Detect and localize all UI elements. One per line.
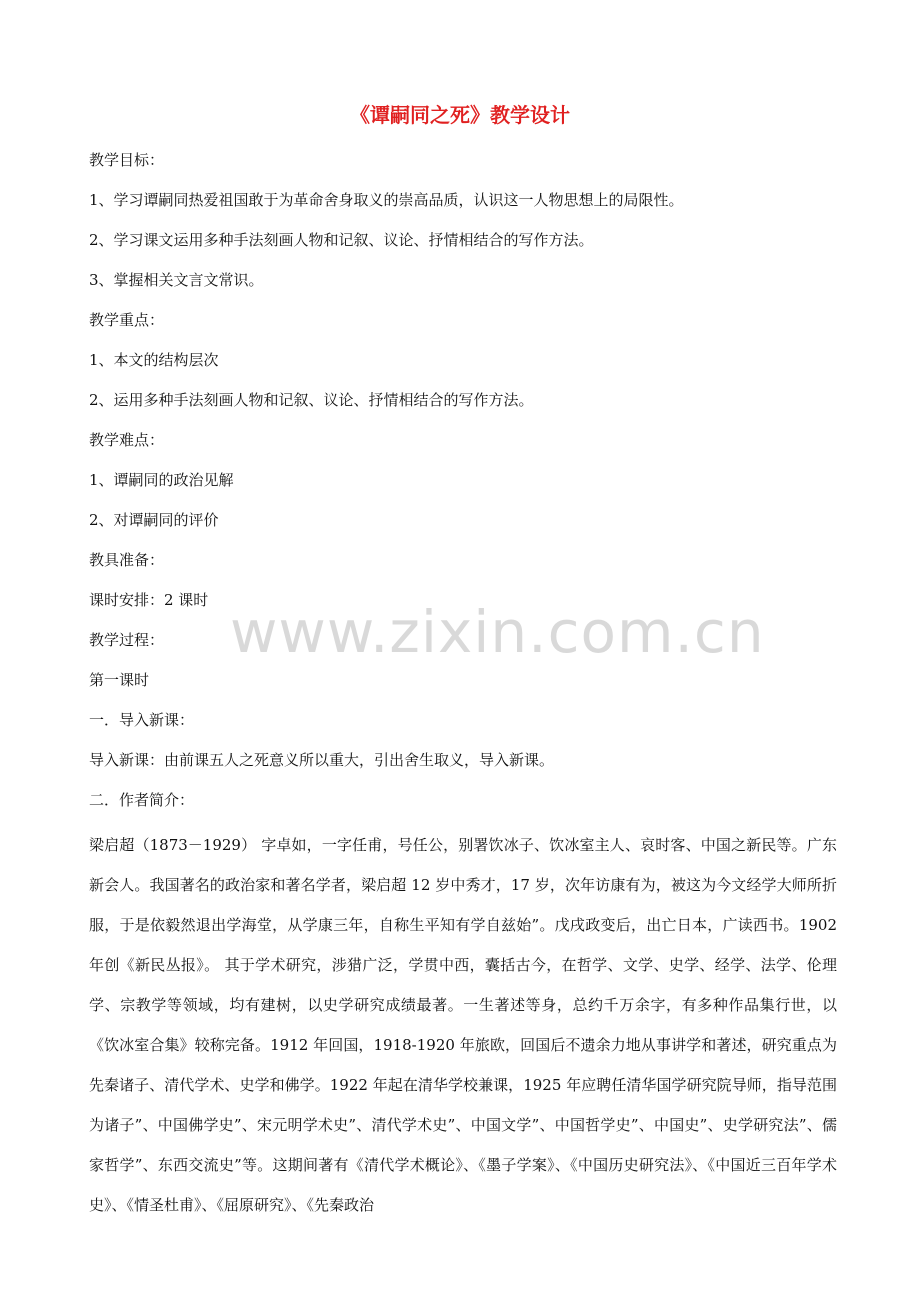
document-title: 《谭嗣同之死》教学设计 xyxy=(350,103,570,127)
text-line: 1、学习谭嗣同热爱祖国敢于为革命舍身取义的崇高品质，认识这一人物思想上的局限性。 xyxy=(89,191,684,209)
text-line: 课时安排：2 课时 xyxy=(89,591,209,609)
text-line: 3、掌握相关文言文常识。 xyxy=(89,271,264,289)
watermark: www.zixin.com.cn xyxy=(230,598,765,666)
text-line: 教学过程： xyxy=(89,631,165,649)
text-line: 二．作者简介： xyxy=(89,791,195,809)
text-line: 1、本文的结构层次 xyxy=(89,351,219,369)
text-line: 一．导入新课： xyxy=(89,711,195,729)
text-line: 教学重点： xyxy=(89,311,165,329)
text-line: 第一课时 xyxy=(89,671,150,689)
author-bio-paragraph: 梁启超（1873－1929） 字卓如，一字任甫，号任公，别署饮冰子、饮冰室主人、哀时客、中国之新民等。广东新会人。我国著名的政治家和著名学者，梁启超 12 岁中秀才，17 岁，次年访康有为，被这为今文经学大师所折服，于是依毅然退出学海堂，从学康三年，自称生平知有学自兹始”。戊戌政变后，出亡日本，广读西书。1902 年创《新民丛报》。 其于学术研究，涉猎广泛，学贯中西，囊括古今，在哲学、文学、史学、经学、法学、伦理学、宗教学等领域，均有建树，以史学研究成绩最著。一生著述等身，总约千万余字，有多种作品集行世，以《饮冰室合集》较称完备。1912 年回国，1918-1920 年旅欧，回国后不遗余力地从事讲学和著述，研究重点为先秦诸子、清代学术、史学和佛学。1922 年起在清华学校兼课，1925 年应聘任清华国学研究院导师，指导范围为诸子”、中国佛学史”、宋元明学术史”、清代学术史”、中国文学”、中国哲学史”、中国史”、史学研究法”、儒家哲学”、东西交流史”等。这期间著有《清代学术概论》、《墨子学案》、《中国历史研究法》、《中国近三百年学术史》、《情圣杜甫》、《屈原研究》、《先秦政治 xyxy=(89,836,837,1214)
text-line: 教学难点： xyxy=(89,431,165,449)
text-line: 教具准备： xyxy=(89,551,165,569)
text-line: 2、学习课文运用多种手法刻画人物和记叙、议论、抒情相结合的写作方法。 xyxy=(89,231,594,249)
text-line: 2、运用多种手法刻画人物和记叙、议论、抒情相结合的写作方法。 xyxy=(89,391,534,409)
text-line: 1、谭嗣同的政治见解 xyxy=(89,471,234,489)
text-line: 教学目标： xyxy=(89,151,165,169)
text-line: 2、对谭嗣同的评价 xyxy=(89,511,219,529)
text-line: 导入新课：由前课五人之死意义所以重大，引出舍生取义，导入新课。 xyxy=(89,751,555,769)
